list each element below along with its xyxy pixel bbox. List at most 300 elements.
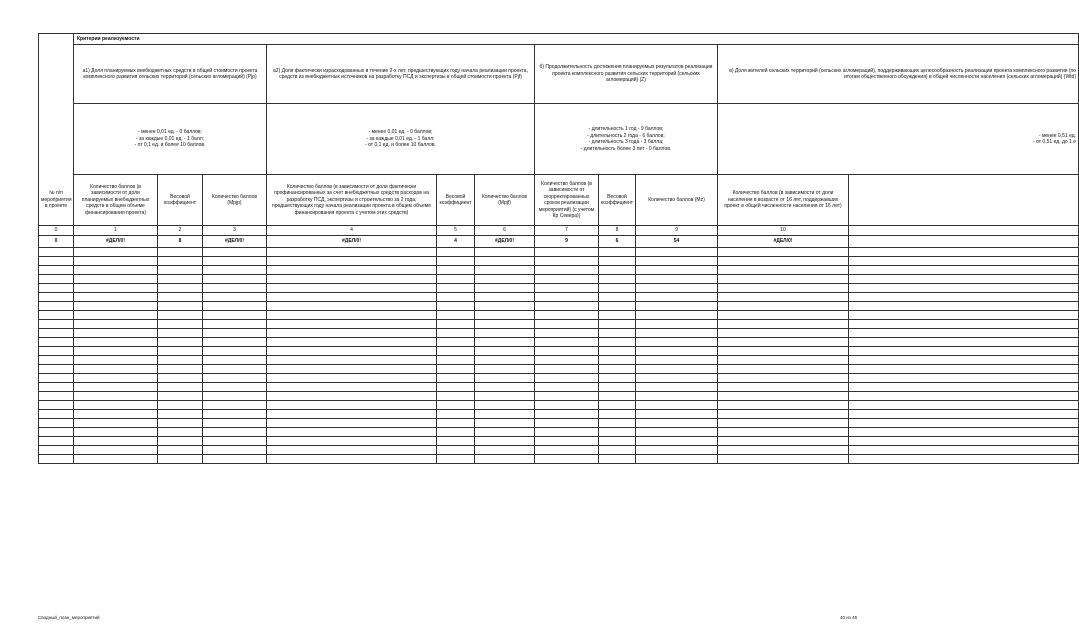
empty-cell bbox=[267, 275, 437, 284]
empty-cell bbox=[158, 419, 203, 428]
empty-cell bbox=[203, 437, 267, 446]
empty-cell bbox=[535, 392, 599, 401]
empty-cell bbox=[475, 293, 535, 302]
empty-table-row bbox=[39, 293, 1079, 302]
column-number-row bbox=[39, 226, 1079, 236]
empty-cell bbox=[74, 320, 158, 329]
empty-table-row bbox=[39, 365, 1079, 374]
col-number: 7 bbox=[535, 226, 599, 236]
empty-cell bbox=[437, 257, 475, 266]
empty-cell bbox=[437, 338, 475, 347]
empty-cell bbox=[437, 374, 475, 383]
empty-cell bbox=[437, 437, 475, 446]
empty-cell bbox=[636, 248, 718, 257]
empty-cell bbox=[74, 284, 158, 293]
empty-table-row bbox=[39, 311, 1079, 320]
empty-cell bbox=[39, 437, 74, 446]
empty-cell bbox=[203, 284, 267, 293]
empty-cell bbox=[39, 284, 74, 293]
empty-cell bbox=[203, 338, 267, 347]
empty-cell bbox=[267, 284, 437, 293]
empty-cell bbox=[718, 275, 849, 284]
empty-cell bbox=[636, 266, 718, 275]
empty-cell bbox=[475, 275, 535, 284]
empty-cell bbox=[599, 311, 636, 320]
empty-cell bbox=[718, 302, 849, 311]
empty-table-row bbox=[39, 338, 1079, 347]
empty-cell bbox=[535, 446, 599, 455]
row-number-header bbox=[39, 34, 74, 175]
empty-cell bbox=[475, 365, 535, 374]
empty-cell bbox=[158, 365, 203, 374]
empty-table-row bbox=[39, 284, 1079, 293]
empty-cell bbox=[599, 365, 636, 374]
empty-cell bbox=[475, 248, 535, 257]
empty-cell bbox=[158, 392, 203, 401]
empty-cell bbox=[475, 311, 535, 320]
empty-cell bbox=[718, 428, 849, 437]
empty-cell bbox=[158, 311, 203, 320]
criterion-b-scores: - длительность 1 год - 9 баллов; - длительность 2 года - 6 баллов; - длительность 3 года - 3 балла; - длительность более 3 лет - 0 баллов. bbox=[535, 104, 718, 175]
empty-cell bbox=[39, 293, 74, 302]
empty-cell bbox=[437, 266, 475, 275]
empty-cell bbox=[599, 293, 636, 302]
empty-cell bbox=[39, 446, 74, 455]
empty-cell bbox=[535, 320, 599, 329]
empty-cell bbox=[203, 356, 267, 365]
col-number: 5 bbox=[437, 226, 475, 236]
empty-cell bbox=[437, 293, 475, 302]
empty-cell bbox=[267, 266, 437, 275]
criterion-a1-header: а1) Доля планируемых внебюджетных средств в общей стоимости проекта комплексного развития сельских территорий (сельских агломераций) (Pjp) bbox=[74, 45, 267, 104]
empty-cell bbox=[267, 356, 437, 365]
empty-cell bbox=[636, 410, 718, 419]
col-header-3: Количество баллов (Mpjp) bbox=[203, 175, 267, 226]
empty-cell bbox=[267, 302, 437, 311]
empty-cell bbox=[158, 374, 203, 383]
empty-cell bbox=[535, 428, 599, 437]
column-header-row bbox=[39, 175, 1079, 226]
empty-cell bbox=[535, 347, 599, 356]
empty-cell bbox=[599, 266, 636, 275]
empty-cell bbox=[599, 419, 636, 428]
empty-cell bbox=[849, 311, 1079, 320]
empty-cell bbox=[39, 374, 74, 383]
col-header-7: Количество баллов (в зависимости от скорректированных сроков реализации мероприятий) (с учетом Кр Севера)) bbox=[535, 175, 599, 226]
empty-cell bbox=[437, 320, 475, 329]
empty-cell bbox=[849, 410, 1079, 419]
criterion-a2-scores: - менее 0,01 ед. - 0 баллов; - за каждые 0,01 ед. - 1 балл; - от 0,1 ед. и более 10 баллов. bbox=[267, 104, 535, 175]
empty-cell bbox=[74, 437, 158, 446]
empty-cell bbox=[718, 347, 849, 356]
empty-cell bbox=[475, 257, 535, 266]
empty-cell bbox=[718, 320, 849, 329]
criterion-v-scores: - менее 0,51 ед. - от 0,51 ед. до 1 е bbox=[718, 104, 1079, 175]
empty-cell bbox=[718, 257, 849, 266]
empty-cell bbox=[267, 419, 437, 428]
empty-cell bbox=[437, 455, 475, 464]
empty-cell bbox=[74, 266, 158, 275]
empty-cell bbox=[636, 365, 718, 374]
col-number: 2 bbox=[158, 226, 203, 236]
empty-table-row bbox=[39, 401, 1079, 410]
empty-cell bbox=[267, 374, 437, 383]
row-number-label: № п/п мероприятия в проекте bbox=[39, 175, 74, 226]
empty-cell bbox=[203, 365, 267, 374]
empty-cell bbox=[849, 419, 1079, 428]
empty-cell bbox=[475, 338, 535, 347]
empty-cell bbox=[636, 374, 718, 383]
empty-cell bbox=[267, 248, 437, 257]
empty-cell bbox=[849, 428, 1079, 437]
empty-cell bbox=[849, 293, 1079, 302]
empty-cell bbox=[849, 338, 1079, 347]
criteria-title-row bbox=[39, 34, 1079, 45]
empty-cell bbox=[74, 275, 158, 284]
empty-cell bbox=[267, 392, 437, 401]
empty-cell bbox=[599, 248, 636, 257]
empty-cell bbox=[718, 419, 849, 428]
empty-cell bbox=[74, 401, 158, 410]
empty-cell bbox=[39, 365, 74, 374]
empty-cell bbox=[39, 275, 74, 284]
empty-cell bbox=[718, 455, 849, 464]
empty-cell bbox=[599, 446, 636, 455]
empty-cell bbox=[535, 419, 599, 428]
empty-cell bbox=[74, 392, 158, 401]
empty-cell bbox=[718, 446, 849, 455]
col-number: 10 bbox=[718, 226, 849, 236]
empty-cell bbox=[599, 437, 636, 446]
empty-cell bbox=[158, 455, 203, 464]
empty-cell bbox=[437, 419, 475, 428]
empty-table-row bbox=[39, 383, 1079, 392]
empty-cell bbox=[39, 338, 74, 347]
col-number: 9 bbox=[636, 226, 718, 236]
empty-cell bbox=[267, 338, 437, 347]
empty-cell bbox=[39, 356, 74, 365]
empty-cell bbox=[849, 392, 1079, 401]
empty-cell bbox=[849, 257, 1079, 266]
value-cell: 4 bbox=[437, 236, 475, 248]
empty-cell bbox=[535, 338, 599, 347]
empty-cell bbox=[535, 356, 599, 365]
value-cell: 8 bbox=[158, 236, 203, 248]
empty-cell bbox=[267, 365, 437, 374]
empty-table-row bbox=[39, 356, 1079, 365]
empty-cell bbox=[437, 275, 475, 284]
empty-cell bbox=[636, 257, 718, 266]
empty-cell bbox=[599, 383, 636, 392]
empty-cell bbox=[718, 266, 849, 275]
empty-cell bbox=[203, 347, 267, 356]
criteria-table bbox=[38, 33, 1079, 464]
scoring-rules-row bbox=[39, 104, 1079, 175]
empty-cell bbox=[267, 293, 437, 302]
empty-table-row bbox=[39, 392, 1079, 401]
empty-cell bbox=[849, 266, 1079, 275]
empty-cell bbox=[475, 383, 535, 392]
footer-document-name: Сводный_план_мероприятий bbox=[38, 615, 100, 620]
empty-cell bbox=[849, 275, 1079, 284]
empty-cell bbox=[718, 383, 849, 392]
empty-cell bbox=[437, 428, 475, 437]
empty-cell bbox=[203, 428, 267, 437]
empty-cell bbox=[636, 383, 718, 392]
value-cell: 54 bbox=[636, 236, 718, 248]
empty-cell bbox=[74, 248, 158, 257]
empty-cell bbox=[599, 428, 636, 437]
value-cell: #ДЕЛ/0! bbox=[267, 236, 437, 248]
empty-cell bbox=[203, 446, 267, 455]
value-cell: 0 bbox=[39, 236, 74, 248]
empty-cell bbox=[158, 302, 203, 311]
empty-cell bbox=[636, 338, 718, 347]
empty-cell bbox=[475, 428, 535, 437]
empty-cell bbox=[158, 320, 203, 329]
empty-cell bbox=[535, 383, 599, 392]
empty-cell bbox=[849, 320, 1079, 329]
empty-cell bbox=[599, 347, 636, 356]
empty-table-row bbox=[39, 320, 1079, 329]
criterion-b-header: б) Продолжительность достижения планируемых результатов реализации проекта комплексного развития сельских территорий (сельских агломераций) (Z) bbox=[535, 45, 718, 104]
empty-cell bbox=[437, 302, 475, 311]
empty-cell bbox=[599, 401, 636, 410]
empty-cell bbox=[267, 311, 437, 320]
empty-cell bbox=[475, 302, 535, 311]
empty-cell bbox=[74, 302, 158, 311]
col-header-1: Количество баллов (в зависимости от доли планируемых внебюджетных средств в общем объеме финансирования проекта) bbox=[74, 175, 158, 226]
empty-cell bbox=[849, 446, 1079, 455]
empty-cell bbox=[74, 257, 158, 266]
empty-cell bbox=[437, 365, 475, 374]
empty-cell bbox=[535, 266, 599, 275]
empty-cell bbox=[437, 356, 475, 365]
empty-cell bbox=[39, 383, 74, 392]
empty-cell bbox=[39, 311, 74, 320]
empty-cell bbox=[74, 311, 158, 320]
empty-cell bbox=[636, 437, 718, 446]
value-cell bbox=[849, 236, 1079, 248]
empty-cell bbox=[718, 329, 849, 338]
empty-cell bbox=[39, 392, 74, 401]
value-cell: 6 bbox=[599, 236, 636, 248]
empty-cell bbox=[718, 248, 849, 257]
empty-cell bbox=[475, 284, 535, 293]
empty-cell bbox=[849, 347, 1079, 356]
empty-cell bbox=[599, 257, 636, 266]
col-number: 6 bbox=[475, 226, 535, 236]
empty-cell bbox=[158, 248, 203, 257]
col-header-8: Весовой коэффициент bbox=[599, 175, 636, 226]
empty-cell bbox=[39, 266, 74, 275]
empty-cell bbox=[849, 302, 1079, 311]
empty-cell bbox=[39, 347, 74, 356]
empty-cell bbox=[203, 419, 267, 428]
col-header-9: Количество баллов (Mz) bbox=[636, 175, 718, 226]
empty-cell bbox=[437, 311, 475, 320]
empty-cell bbox=[718, 410, 849, 419]
empty-table-row bbox=[39, 329, 1079, 338]
empty-table-row bbox=[39, 248, 1079, 257]
col-header-6: Количество баллов (Mpjf) bbox=[475, 175, 535, 226]
empty-cell bbox=[437, 284, 475, 293]
empty-cell bbox=[74, 383, 158, 392]
empty-cell bbox=[475, 419, 535, 428]
empty-cell bbox=[718, 338, 849, 347]
empty-cell bbox=[535, 329, 599, 338]
empty-cell bbox=[74, 329, 158, 338]
empty-cell bbox=[158, 410, 203, 419]
empty-cell bbox=[203, 401, 267, 410]
empty-cell bbox=[636, 302, 718, 311]
empty-cell bbox=[718, 392, 849, 401]
empty-cell bbox=[158, 347, 203, 356]
empty-cell bbox=[718, 356, 849, 365]
empty-cell bbox=[158, 428, 203, 437]
col-number: 3 bbox=[203, 226, 267, 236]
empty-cell bbox=[599, 275, 636, 284]
empty-cell bbox=[475, 401, 535, 410]
empty-table-row bbox=[39, 455, 1079, 464]
empty-cell bbox=[39, 302, 74, 311]
empty-cell bbox=[718, 401, 849, 410]
empty-cell bbox=[74, 293, 158, 302]
empty-cell bbox=[267, 428, 437, 437]
empty-cell bbox=[535, 275, 599, 284]
empty-cell bbox=[636, 401, 718, 410]
empty-cell bbox=[39, 410, 74, 419]
empty-cell bbox=[74, 374, 158, 383]
value-cell: #ДЕЛ/0! bbox=[475, 236, 535, 248]
empty-cell bbox=[74, 356, 158, 365]
criteria-title: Критерии реализуемости bbox=[74, 34, 1079, 45]
empty-cell bbox=[437, 392, 475, 401]
empty-cell bbox=[636, 356, 718, 365]
empty-cell bbox=[636, 446, 718, 455]
empty-cell bbox=[535, 455, 599, 464]
empty-cell bbox=[535, 311, 599, 320]
empty-rows bbox=[39, 248, 1079, 464]
empty-cell bbox=[74, 410, 158, 419]
criterion-v-header: в) Доля жителей сельских территорий (сельских агломераций), поддерживающих целесообразность реализации проекта комплексного развития (по итогам общественного обсуждения) в общей численности населения (сельских агломераций) (Wtd) bbox=[718, 45, 1079, 104]
value-cell: 9 bbox=[535, 236, 599, 248]
empty-cell bbox=[158, 329, 203, 338]
empty-cell bbox=[849, 383, 1079, 392]
empty-cell bbox=[267, 446, 437, 455]
empty-cell bbox=[636, 320, 718, 329]
empty-cell bbox=[636, 293, 718, 302]
empty-table-row bbox=[39, 257, 1079, 266]
col-header-4: Количество баллов (в зависимости от доли фактически профинансированных за счет внебюджетных средств расходов на разработку ПСД, экспертизы и строительство за 2 года, предшествующих году начала реализации проекта в общем объеме финансирования проекта с учетом этих средств) bbox=[267, 175, 437, 226]
empty-cell bbox=[475, 446, 535, 455]
empty-cell bbox=[535, 437, 599, 446]
empty-cell bbox=[203, 302, 267, 311]
empty-cell bbox=[535, 257, 599, 266]
empty-cell bbox=[475, 392, 535, 401]
empty-cell bbox=[267, 347, 437, 356]
empty-cell bbox=[599, 320, 636, 329]
empty-cell bbox=[849, 329, 1079, 338]
value-cell: #ДЕЛ/0! bbox=[203, 236, 267, 248]
empty-cell bbox=[74, 365, 158, 374]
empty-cell bbox=[74, 338, 158, 347]
col-number: 1 bbox=[74, 226, 158, 236]
empty-cell bbox=[158, 437, 203, 446]
empty-cell bbox=[475, 320, 535, 329]
empty-cell bbox=[203, 392, 267, 401]
empty-table-row bbox=[39, 437, 1079, 446]
criterion-a2-header: а2) Доля фактически израсходованных в течение 2-х лет, предшествующих году начала реализации проекта, средств из внебюджетных источников на разработку ПСД и экспертизы в общей стоимости проекта (Pjf) bbox=[267, 45, 535, 104]
empty-cell bbox=[267, 401, 437, 410]
empty-cell bbox=[849, 365, 1079, 374]
empty-table-row bbox=[39, 428, 1079, 437]
empty-cell bbox=[158, 383, 203, 392]
empty-cell bbox=[599, 329, 636, 338]
empty-cell bbox=[158, 293, 203, 302]
empty-cell bbox=[599, 455, 636, 464]
empty-cell bbox=[636, 347, 718, 356]
empty-cell bbox=[535, 284, 599, 293]
footer-page-number: 40 из 45 bbox=[840, 615, 858, 620]
empty-cell bbox=[535, 293, 599, 302]
empty-cell bbox=[475, 266, 535, 275]
empty-cell bbox=[39, 428, 74, 437]
empty-cell bbox=[203, 248, 267, 257]
criteria-header-row bbox=[39, 45, 1079, 104]
empty-cell bbox=[437, 329, 475, 338]
empty-cell bbox=[74, 428, 158, 437]
empty-cell bbox=[39, 329, 74, 338]
empty-cell bbox=[158, 257, 203, 266]
empty-cell bbox=[158, 275, 203, 284]
col-number: 4 bbox=[267, 226, 437, 236]
empty-cell bbox=[718, 437, 849, 446]
empty-cell bbox=[599, 338, 636, 347]
empty-cell bbox=[39, 257, 74, 266]
empty-cell bbox=[475, 437, 535, 446]
empty-cell bbox=[203, 275, 267, 284]
col-header-2: Весовой коэффициент bbox=[158, 175, 203, 226]
empty-cell bbox=[39, 248, 74, 257]
empty-cell bbox=[475, 356, 535, 365]
empty-cell bbox=[203, 329, 267, 338]
empty-cell bbox=[475, 329, 535, 338]
empty-cell bbox=[39, 419, 74, 428]
empty-cell bbox=[475, 374, 535, 383]
value-cell: #ДЕЛ/0! bbox=[74, 236, 158, 248]
empty-cell bbox=[267, 455, 437, 464]
empty-cell bbox=[718, 284, 849, 293]
col-header-10: Количество баллов (в зависимости от доли населения в возрасте от 16 лет, поддержавших проект в общей численности населения от 16 лет) bbox=[718, 175, 849, 226]
empty-table-row bbox=[39, 275, 1079, 284]
empty-cell bbox=[718, 374, 849, 383]
empty-cell bbox=[437, 248, 475, 257]
empty-cell bbox=[267, 383, 437, 392]
empty-cell bbox=[718, 365, 849, 374]
empty-cell bbox=[203, 410, 267, 419]
empty-cell bbox=[535, 248, 599, 257]
empty-cell bbox=[203, 320, 267, 329]
empty-cell bbox=[636, 419, 718, 428]
empty-cell bbox=[74, 446, 158, 455]
empty-cell bbox=[74, 347, 158, 356]
empty-cell bbox=[158, 284, 203, 293]
empty-cell bbox=[599, 392, 636, 401]
empty-table-row bbox=[39, 266, 1079, 275]
empty-cell bbox=[535, 410, 599, 419]
empty-table-row bbox=[39, 374, 1079, 383]
